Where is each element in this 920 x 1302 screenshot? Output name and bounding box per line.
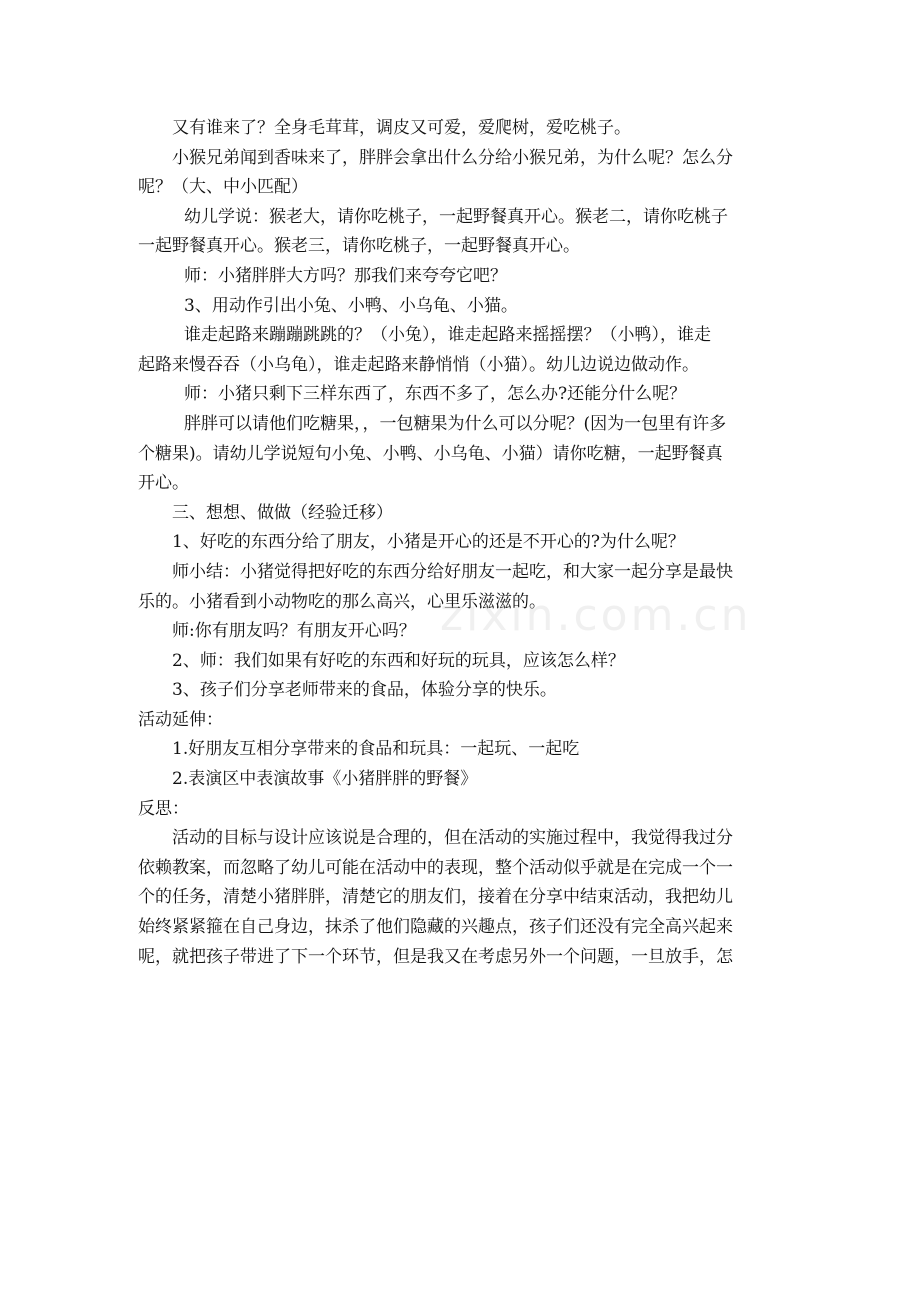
paragraph-line: 3、孩子们分享老师带来的食品，体验分享的快乐。 <box>172 680 557 701</box>
paragraph-line: 个糖果)。请幼儿学说短句小兔、小鸭、小乌龟、小猫）请你吃糖，一起野餐真 <box>138 443 723 464</box>
paragraph-line: 3、用动作引出小兔、小鸭、小乌龟、小猫。 <box>184 295 518 316</box>
paragraph-line: 呢？（大、中小匹配） <box>138 177 308 198</box>
paragraph-line: 乐的。小猪看到小动物吃的那么高兴，心里乐滋滋的。 <box>138 591 546 612</box>
paragraph-line: 师小结：小猪觉得把好吃的东西分给好朋友一起吃，和大家一起分享是最快 <box>172 561 733 582</box>
paragraph-line: 胖胖可以请他们吃糖果，，一包糖果为什么可以分呢？(因为一包里有许多 <box>184 413 727 434</box>
body-text <box>138 114 788 972</box>
paragraph-line: 谁走起路来蹦蹦跳跳的？（小兔），谁走起路来摇摇摆？（小鸭），谁走 <box>184 325 711 346</box>
paragraph-line: 始终紧紧箍在自己身边，抹杀了他们隐藏的兴趣点，孩子们还没有完全高兴起来 <box>138 917 733 938</box>
paragraph-line: 师：小猪胖胖大方吗？那我们来夸夸它吧？ <box>184 265 507 286</box>
paragraph-line: 小猴兄弟闻到香味来了，胖胖会拿出什么分给小猴兄弟，为什么呢？怎么分 <box>172 147 733 168</box>
paragraph-line: 一起野餐真开心。猴老三，请你吃桃子，一起野餐真开心。 <box>138 236 580 257</box>
list-item: 2.表演区中表演故事《小猪胖胖的野餐》 <box>172 769 478 790</box>
paragraph-line: 1、好吃的东西分给了朋友，小猪是开心的还是不开心的?为什么呢？ <box>172 532 685 553</box>
section-heading: 活动延伸： <box>138 709 223 730</box>
paragraph-line: 幼儿学说：猴老大，请你吃桃子，一起野餐真开心。猴老二，请你吃桃子 <box>184 206 728 227</box>
paragraph-line: 个的任务，清楚小猪胖胖，清楚它的朋友们，接着在分享中结束活动，我把幼儿 <box>138 887 733 908</box>
paragraph-line: 又有谁来了？全身毛茸茸，调皮又可爱，爱爬树，爱吃桃子。 <box>172 118 631 138</box>
watermark: zixin.com.cn <box>440 590 752 641</box>
paragraph-line: 开心。 <box>138 473 189 494</box>
section-heading: 反思： <box>138 798 189 819</box>
paragraph-line: 师:你有朋友吗？有朋友开心吗？ <box>172 621 416 642</box>
list-item: 1.好朋友互相分享带来的食品和玩具：一起玩、一起吃 <box>172 739 580 760</box>
paragraph-line: 起路来慢吞吞（小乌龟），谁走起路来静悄悄（小猫）。幼儿边说边做动作。 <box>138 354 699 375</box>
paragraph-line: 2、师：我们如果有好吃的东西和好玩的玩具，应该怎么样？ <box>172 650 625 671</box>
paragraph-line: 依赖教案，而忽略了幼儿可能在活动中的表现，整个活动似乎就是在完成一个一 <box>138 857 733 878</box>
paragraph-line: 师：小猪只剩下三样东西了，东西不多了，怎么办?还能分什么呢？ <box>184 384 687 405</box>
section-heading: 三、想想、做做（经验迁移） <box>172 502 393 523</box>
paragraph-line: 活动的目标与设计应该说是合理的，但在活动的实施过程中，我觉得我过分 <box>172 828 733 849</box>
paragraph-line: 呢，就把孩子带进了下一个环节，但是我又在考虑另外一个问题，一旦放手，怎 <box>138 946 733 967</box>
